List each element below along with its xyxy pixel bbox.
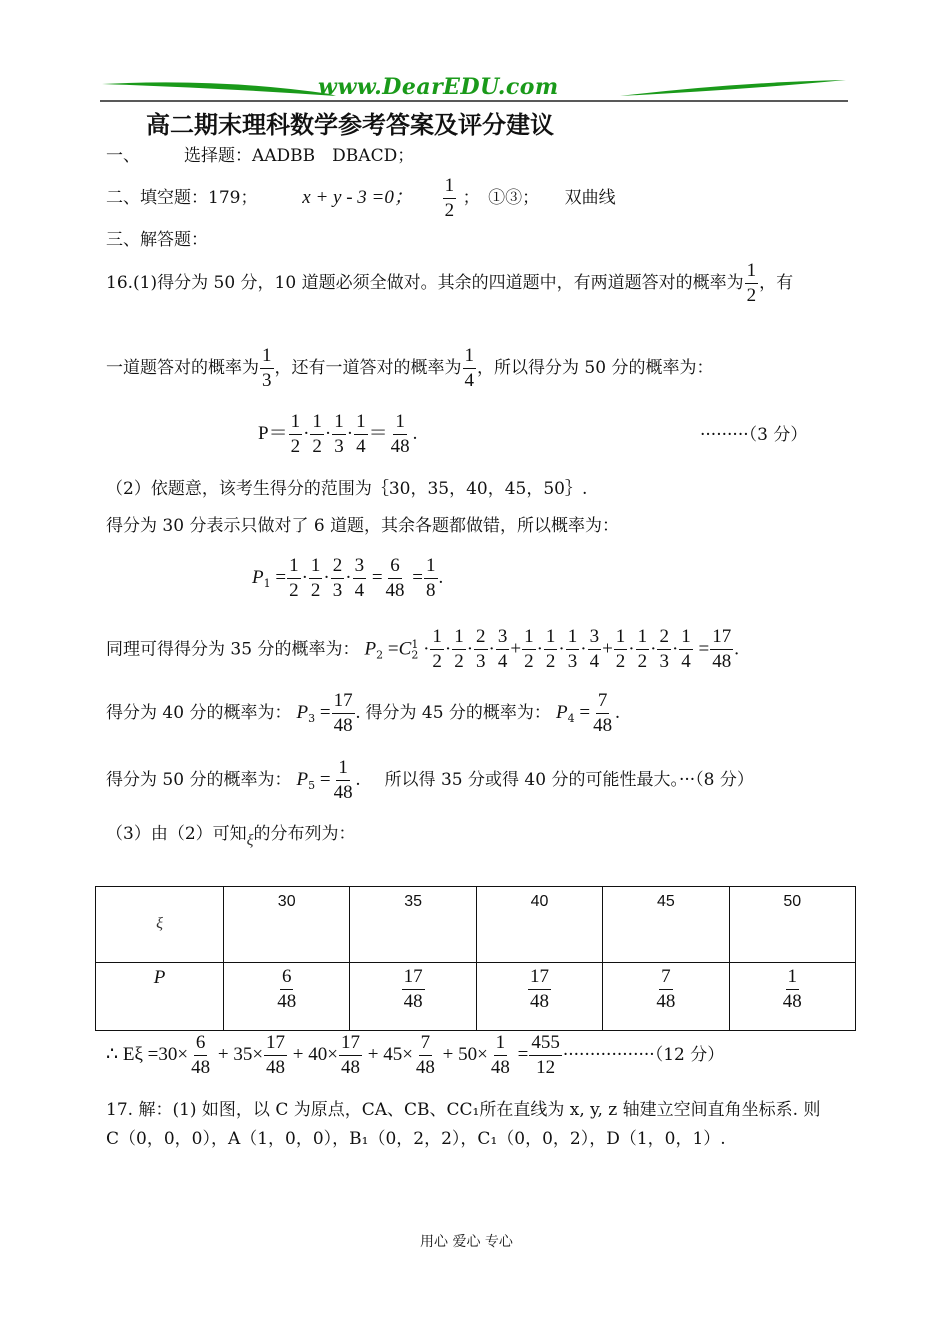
formula-expectation: ∴ Eξ =30× $\frac{6}{48}$ + 35× $\frac{17}{48}$ + 40× $\frac{17}{48}$ + 45× $\frac{7}{48}$ + 50× $\frac{1}{48}$ = $\frac{455}{12}$ ·················（12 分） — [106, 1032, 725, 1078]
q16-p1-line — [106, 258, 793, 308]
table-cell: 40 — [476, 887, 602, 963]
part3-text-b: 的分布列为： — [253, 824, 356, 844]
score-12: ·················（12 分） — [562, 1045, 725, 1065]
frac-1-4: $\frac{1}{4}$ — [464, 345, 474, 391]
q16-line45: 得分为 45 分的概率为： — [365, 703, 551, 723]
table-cell: $\frac{1}{48}$ — [729, 963, 855, 1031]
table-cell: $\frac{17}{48}$ — [350, 963, 476, 1031]
formula-p2-line: 同理可得得分为 35 分的概率为： $P_2 =C_2^1$ · $\frac{1}{2}$ · $\frac{1}{2}$ · $\frac{2}{3}$ · $\frac{3}{4}$ + $\frac{1}{2}$ · $\frac{1}{2}$ · $\frac{1}{3}$ · $\frac{3}{4}$ + $\frac{1}{2}$ · $\frac{1}{2}$ · $\frac{2}{3}$ · $\frac{1}{4}$ = $\frac{17}{48}$ . — [106, 626, 739, 673]
q16-line30: 得分为 30 分表示只做对了 6 道题，其余各题都做错，所以概率为： — [106, 516, 620, 536]
table-cell: 30 — [224, 887, 350, 963]
table-cell: $\frac{7}{48}$ — [603, 963, 729, 1031]
section3-label: 三、解答题： — [106, 230, 208, 250]
formula-p3-p4-line: 得分为 40 分的概率为： $P_3$ = $\frac{17}{48}$ . 得分为 45 分的概率为： $P_4$ = $\frac{7}{48}$ . — [106, 690, 620, 736]
q17-line2: C（0，0，0），A（1，0，0），B₁（0，2，2），C₁（0，0，2），D（1，0，1）. — [106, 1129, 726, 1149]
section2-line — [106, 174, 616, 223]
q16-p2-text-c: ，所以得分为 50 分的概率为： — [477, 358, 714, 378]
table-cell: $\frac{17}{48}$ — [476, 963, 602, 1031]
formula-p50: P＝ $\frac{1}{2}$ · $\frac{1}{2}$ · $\frac{1}{3}$ · $\frac{1}{4}$ ＝ $\frac{1}{48}$ . — [258, 411, 418, 457]
q16-conclusion: 所以得 35 分或得 40 分的可能性最大。···（8 分） — [384, 770, 754, 790]
section2-label: 二、填空题：179； — [106, 188, 258, 208]
table-header-p: P — [96, 963, 224, 1031]
table-row — [96, 963, 856, 1031]
section1-text: 选择题：AADBB DBACD； — [184, 146, 415, 166]
table-cell: 35 — [350, 887, 476, 963]
table-cell: $\frac{6}{48}$ — [224, 963, 350, 1031]
p-label: P＝ — [258, 423, 288, 444]
q16-line40: 得分为 40 分的概率为： — [106, 703, 292, 723]
section1-label: 一、 — [106, 146, 140, 166]
q16-p1-tail: ，有 — [759, 273, 794, 293]
q16-p1-text: 16.(1)得分为 50 分，10 道题必须全做对。其余的四道题中，有两道题答对的概率为 — [106, 273, 744, 293]
frac-1-3: $\frac{1}{3}$ — [262, 345, 272, 391]
q16-p2-line — [106, 343, 713, 393]
page-footer: 用心 爱心 专心 — [420, 1234, 513, 1250]
table-row — [96, 887, 856, 963]
q16-line50: 得分为 50 分的概率为： — [106, 770, 292, 790]
formula-p5-line: 得分为 50 分的概率为： $P_5$ = $\frac{1}{48}$ . 所以得 35 分或得 40 分的可能性最大。···（8 分） — [106, 757, 754, 803]
page-title: 高二期末理科数学参考答案及评分建议 — [146, 110, 554, 139]
q16-p2-text-a: 一道题答对的概率为 — [106, 358, 259, 378]
section2-after: ； ①③； 双曲线 — [462, 188, 616, 208]
q16-part2: （2）依题意，该考生得分的范围为｛30，35，40，45，50｝. — [106, 479, 588, 499]
section2-fraction: $\frac{1}{2}$ — [444, 175, 455, 221]
part3-text-a: （3）由（2）可知 — [106, 824, 247, 844]
xi-symbol: ξ — [246, 832, 254, 849]
q16-part3 — [106, 823, 356, 852]
table-cell: 45 — [603, 887, 729, 963]
q16-line35: 同理可得得分为 35 分的概率为： — [106, 639, 360, 660]
formula-p1: $P_1$ = $\frac{1}{2}$ · $\frac{1}{2}$ · $\frac{2}{3}$ · $\frac{3}{4}$ = $\frac{6}{48}$ = $\frac{1}{8}$ . — [252, 555, 444, 601]
expect-prefix: ∴ Eξ =30× — [106, 1044, 189, 1065]
score-3: ·········（3 分） — [700, 425, 808, 445]
distribution-table — [95, 886, 856, 1031]
section2-expr: x + y - 3 =0； — [302, 187, 413, 208]
table-header-xi: ξ — [96, 887, 224, 963]
q16-p2-text-b: ，还有一道答对的概率为 — [274, 358, 462, 378]
q17-line1: 17. 解：(1) 如图，以 C 为原点，CA、CB、CC₁所在直线为 x, y, z 轴建立空间直角坐标系. 则 — [106, 1100, 821, 1120]
logo-text: www.DearEDU.com — [318, 74, 559, 100]
table-cell: 50 — [729, 887, 855, 963]
frac-1-2: $\frac{1}{2}$ — [746, 260, 757, 306]
